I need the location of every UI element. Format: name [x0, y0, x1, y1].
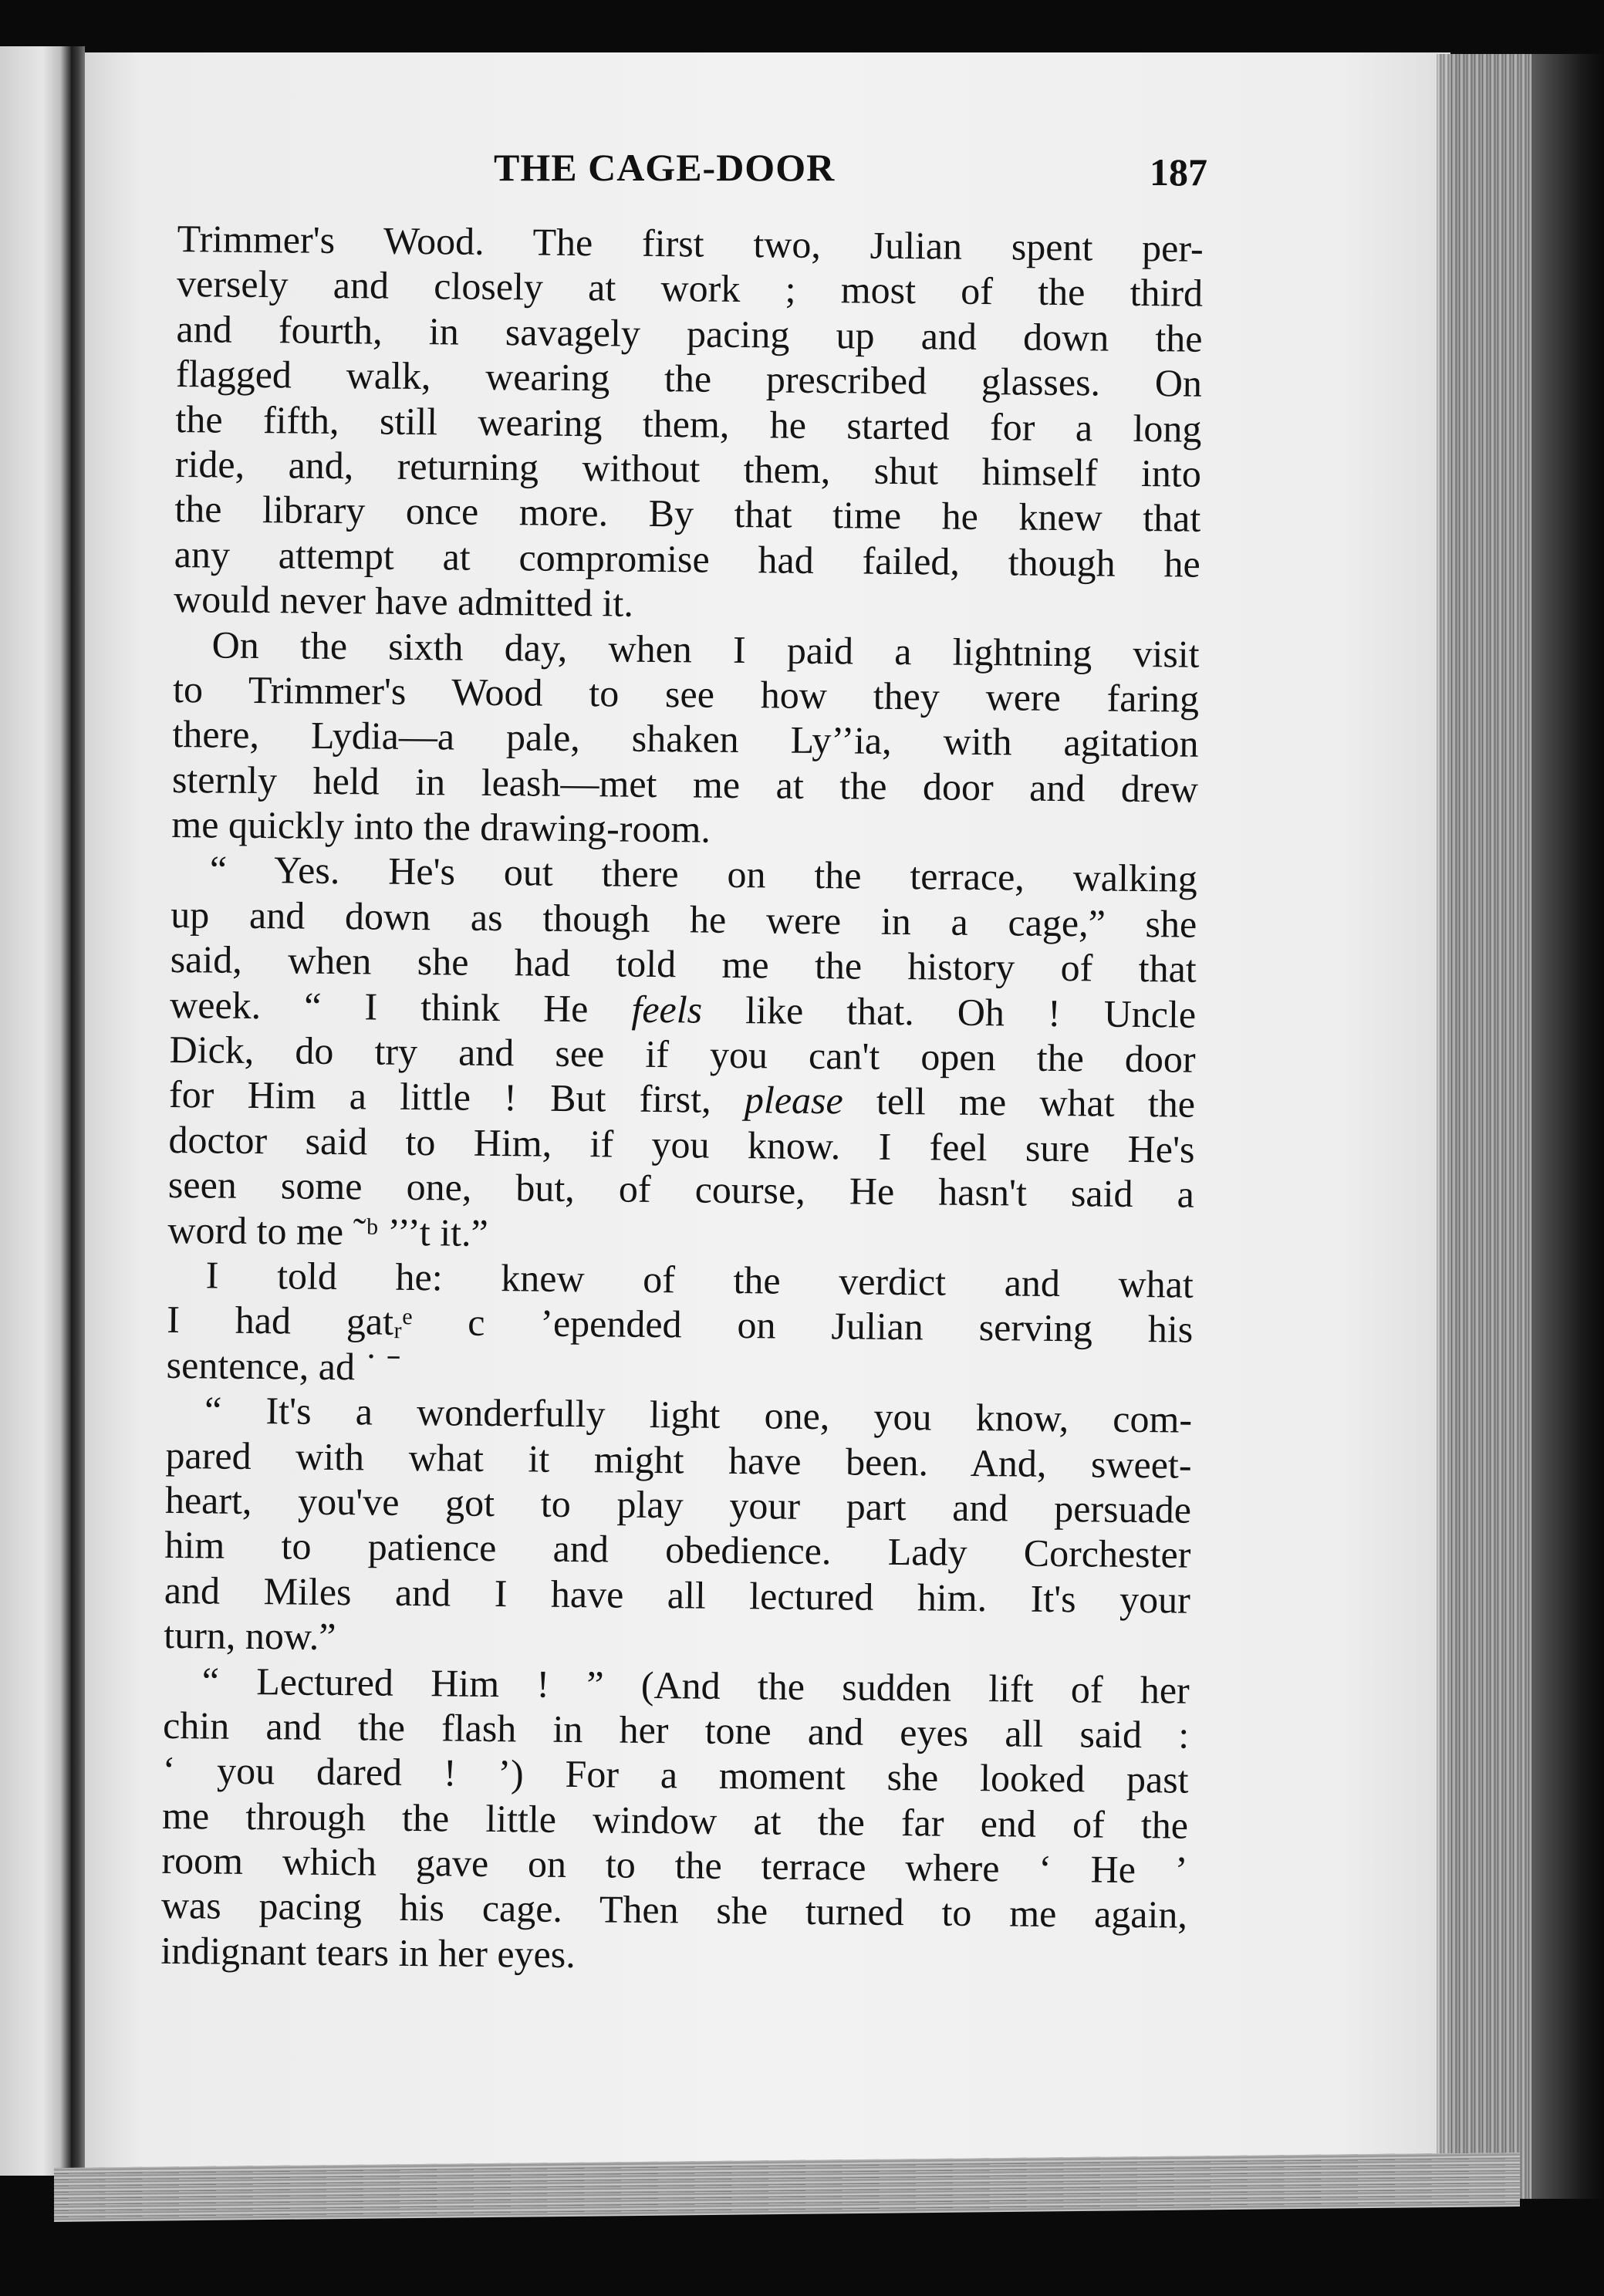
text-line: me quickly into the drawing-room.	[171, 802, 711, 851]
text-line: On the sixth day, when I paid a lightning visit	[211, 622, 1200, 676]
running-header-title: THE CAGE-DOOR	[494, 146, 836, 189]
body-text	[160, 216, 1204, 1983]
text-line: seen some one, but, of course, He hasn't said a	[167, 1163, 1195, 1216]
text-line: chin and the flash in her tone and eyes all said :	[162, 1703, 1190, 1757]
text-line: was pacing his cage. Then she turned to me again,	[160, 1883, 1188, 1937]
text-segment: tell me what the	[843, 1079, 1196, 1126]
text-line: ‘ you dared ! ’) For a moment she looked past	[162, 1748, 1189, 1801]
text-line: “ It's a wonderfully light one, you know, com-	[204, 1388, 1193, 1441]
italic-emphasis: feels	[631, 987, 703, 1032]
facing-page-edge	[0, 46, 71, 2176]
text-line: sentence, ad ˙ ˉ	[166, 1342, 400, 1389]
text-line: ride, and, returning without them, shut himself into	[174, 441, 1202, 495]
page-stack-shadow	[1531, 54, 1604, 2199]
text-line: “ Yes. He's out there on the terrace, walking	[209, 847, 1198, 901]
text-line: I told he: knew of the verdict and what	[205, 1253, 1194, 1306]
text-segment: week. “ I think He	[169, 982, 632, 1031]
text-line: to Trimmer's Wood to see how they were faring	[172, 667, 1200, 721]
text-segment: for Him a little ! But first,	[168, 1072, 745, 1122]
text-line: me through the little window at the far end of the	[161, 1793, 1189, 1847]
text-line: the library once more. By that time he knew that	[174, 487, 1201, 541]
text-line: room which gave on to the terrace where ‘ He ’	[161, 1838, 1188, 1892]
text-line: Trimmer's Wood. The first two, Julian spent per-	[177, 216, 1204, 270]
text-line: and fourth, in savagely pacing up and down the	[176, 306, 1203, 360]
text-line: pared with what it might have been. And, sweet-	[165, 1433, 1192, 1487]
text-line: up and down as though he were in a cage,” she	[171, 892, 1197, 946]
italic-emphasis: please	[744, 1078, 843, 1123]
text-line: Dick, do try and see if you can't open the door	[169, 1027, 1196, 1081]
page-number: 187	[1150, 150, 1207, 194]
text-line: indignant tears in her eyes.	[160, 1928, 576, 1976]
text-line: there, Lydia—a pale, shaken Ly’’ia, with agitation	[172, 712, 1199, 766]
text-line: the fifth, still wearing them, he started for a long	[175, 397, 1202, 451]
text-line: would never have admitted it.	[173, 577, 634, 625]
book-gutter	[71, 46, 85, 2176]
text-line: I had gatᵣᵉ c ’epended on Julian serving his	[167, 1298, 1194, 1352]
text-line: doctor said to Him, if you know. I feel sure He's	[168, 1117, 1195, 1171]
text-line: said, when she had told me the history of that	[170, 937, 1197, 991]
text-line: flagged walk, wearing the prescribed glasses. On	[175, 352, 1203, 405]
text-line: him to patience and obedience. Lady Corchester	[164, 1523, 1191, 1577]
text-line: word to me ˜ᵇ ’’’t it.”	[167, 1207, 488, 1254]
text-line: sternly held in leash—met me at the door and drew	[171, 757, 1199, 811]
text-segment: like that. Oh ! Uncle	[701, 988, 1197, 1036]
text-line: heart, you've got to play your part and persuade	[164, 1477, 1192, 1531]
text-line: turn, now.”	[164, 1613, 336, 1659]
text-line: versely and closely at work ; most of the third	[176, 262, 1204, 316]
text-line: and Miles and I have all lectured him. It's your	[164, 1568, 1191, 1622]
text-line: “ Lectured Him ! ” (And the sudden lift of her	[201, 1658, 1190, 1712]
text-line: any attempt at compromise had failed, though he	[174, 532, 1201, 586]
